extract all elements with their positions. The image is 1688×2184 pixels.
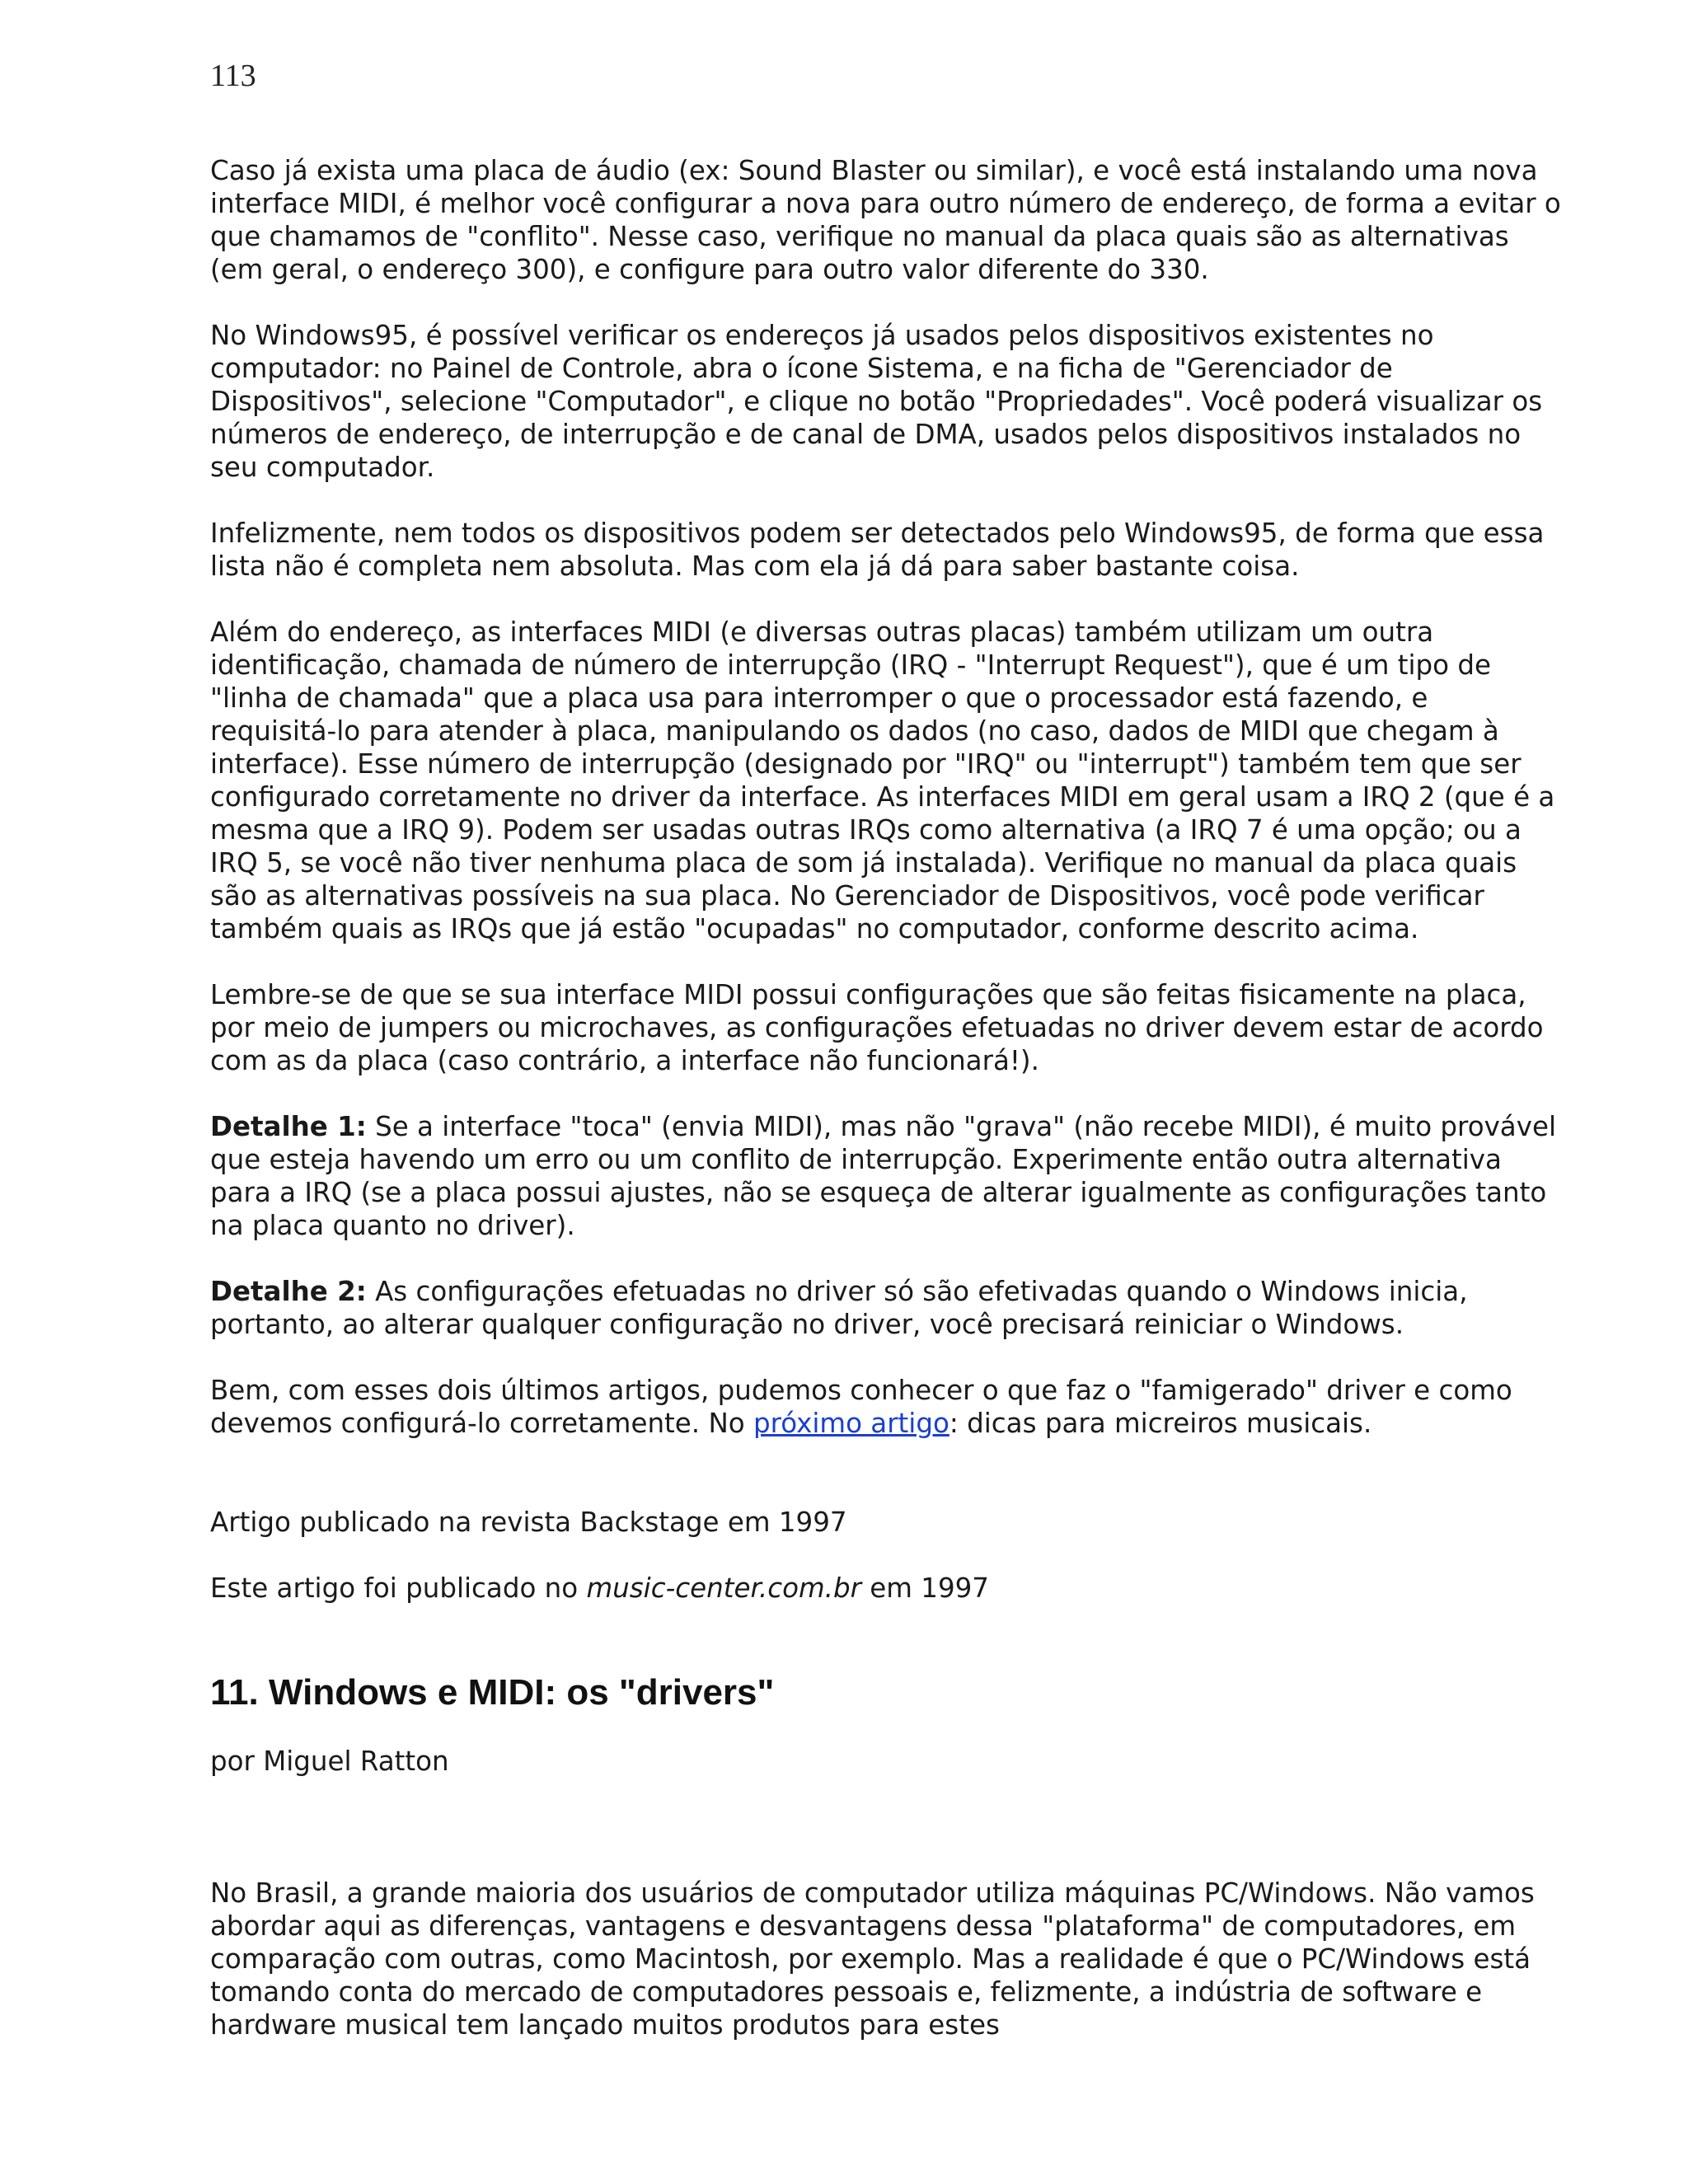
publication-site-prefix: Este artigo foi publicado no xyxy=(210,1572,587,1604)
publication-site-name: music-center.com.br xyxy=(586,1572,861,1604)
detail-1-text: Se a interface "toca" (envia MIDI), mas não "grava" (não recebe MIDI), é muito provável que esteja havendo um erro ou um conflito de interrupção. Experimente então outra alternativa para a IRQ (se a placa possui ajustes, não se esqueça de alterar igualmente as configurações tanto na placa quanto no driver). xyxy=(210,1111,1556,1241)
paragraph-windows95-addresses: No Windows95, é possível verificar os endereços já usados pelos dispositivos existentes no computador: no Painel de Controle, abra o ícone Sistema, e na ficha de "Gerenciador de Dispositivos", selecione "Computador", e clique no botão "Propriedades". Você poderá visualizar os números de endereço, de interrupção e de canal de DMA, usados pelos dispositivos instalados no seu computador. xyxy=(210,320,1543,483)
paragraph-detail-1 xyxy=(210,1110,1562,1242)
detail-2-text: As configurações efetuadas no driver só são efetivadas quando o Windows inicia, portanto, ao alterar qualquer configuração no driver, você precisará reiniciar o Windows. xyxy=(210,1276,1468,1340)
paragraph-conclusion xyxy=(210,1374,1562,1440)
page-number: 113 xyxy=(210,59,256,93)
publication-note-backstage: Artigo publicado na revista Backstage em 1997 xyxy=(210,1507,847,1538)
publication-site-suffix: em 1997 xyxy=(860,1572,989,1604)
paragraph-detail-2 xyxy=(210,1275,1562,1341)
article-byline: por Miguel Ratton xyxy=(210,1746,449,1777)
publication-note-site xyxy=(210,1572,1562,1605)
paragraph-detection-limits: Infelizmente, nem todos os dispositivos podem ser detectados pelo Windows95, de forma que essa lista não é completa nem absoluta. Mas com ela já dá para saber bastante coisa. xyxy=(210,518,1545,582)
article-heading: 11. Windows e MIDI: os "drivers" xyxy=(210,1672,775,1713)
paragraph-audio-card: Caso já exista uma placa de áudio (ex: Sound Blaster ou similar), e você está instalando uma nova interface MIDI, é melhor você configurar a nova para outro número de endereço, de forma a evitar o que chamamos de "conflito". Nesse caso, verifique no manual da placa quais são as alternativas (em geral, o endereço 300), e configure para outro valor diferente do 330. xyxy=(210,155,1561,285)
paragraph-irq: Além do endereço, as interfaces MIDI (e diversas outras placas) também utilizam um outra identificação, chamada de número de interrupção (IRQ - "Interrupt Request"), que é um tipo de "linha de chamada" que a placa usa para interromper o que o processador está fazendo, e requisitá-lo para atender à placa, manipulando os dados (no caso, dados de MIDI que chegam à interface). Esse número de interrupção (designado por "IRQ" ou "interrupt") também tem que ser configurado corretamente no driver da interface. As interfaces MIDI em geral usam a IRQ 2 (que é a mesma que a IRQ 9). Podem ser usadas outras IRQs como alternativa (a IRQ 7 é uma opção; ou a IRQ 5, se você não tiver nenhuma placa de som já instalada). Verifique no manual da placa quais são as alternativas possíveis na sua placa. No Gerenciador de Dispositivos, você pode verificar também quais as IRQs que já estão "ocupadas" no computador, conforme descrito acima. xyxy=(210,616,1555,944)
detail-2-label: Detalhe 2: xyxy=(210,1276,367,1307)
detail-1-label: Detalhe 1: xyxy=(210,1111,367,1142)
next-article-link[interactable]: próximo artigo xyxy=(753,1408,950,1439)
paragraph-jumpers: Lembre-se de que se sua interface MIDI possui configurações que são feitas fisicamente na placa, por meio de jumpers ou microchaves, as configurações efetuadas no driver devem estar de acordo com as da placa (caso contrário, a interface não funcionará!). xyxy=(210,979,1544,1076)
article-intro-paragraph: No Brasil, a grande maioria dos usuários de computador utiliza máquinas PC/Windows. Não vamos abordar aqui as diferenças, vantagens e desvantagens dessa "plataforma" de computadores, em comparação com outras, como Macintosh, por exemplo. Mas a realidade é que o PC/Windows está tomando conta do mercado de computadores pessoais e, felizmente, a indústria de software e hardware musical tem lançado muitos produtos para estes xyxy=(210,1877,1535,2041)
conclusion-text-end: : dicas para micreiros musicais. xyxy=(949,1408,1372,1439)
conclusion-text: Bem, com esses dois últimos artigos, pudemos conhecer o que faz o "famigerado" driver e como devemos configurá-lo corretamente. No xyxy=(210,1375,1512,1439)
document-body xyxy=(210,154,1562,2074)
